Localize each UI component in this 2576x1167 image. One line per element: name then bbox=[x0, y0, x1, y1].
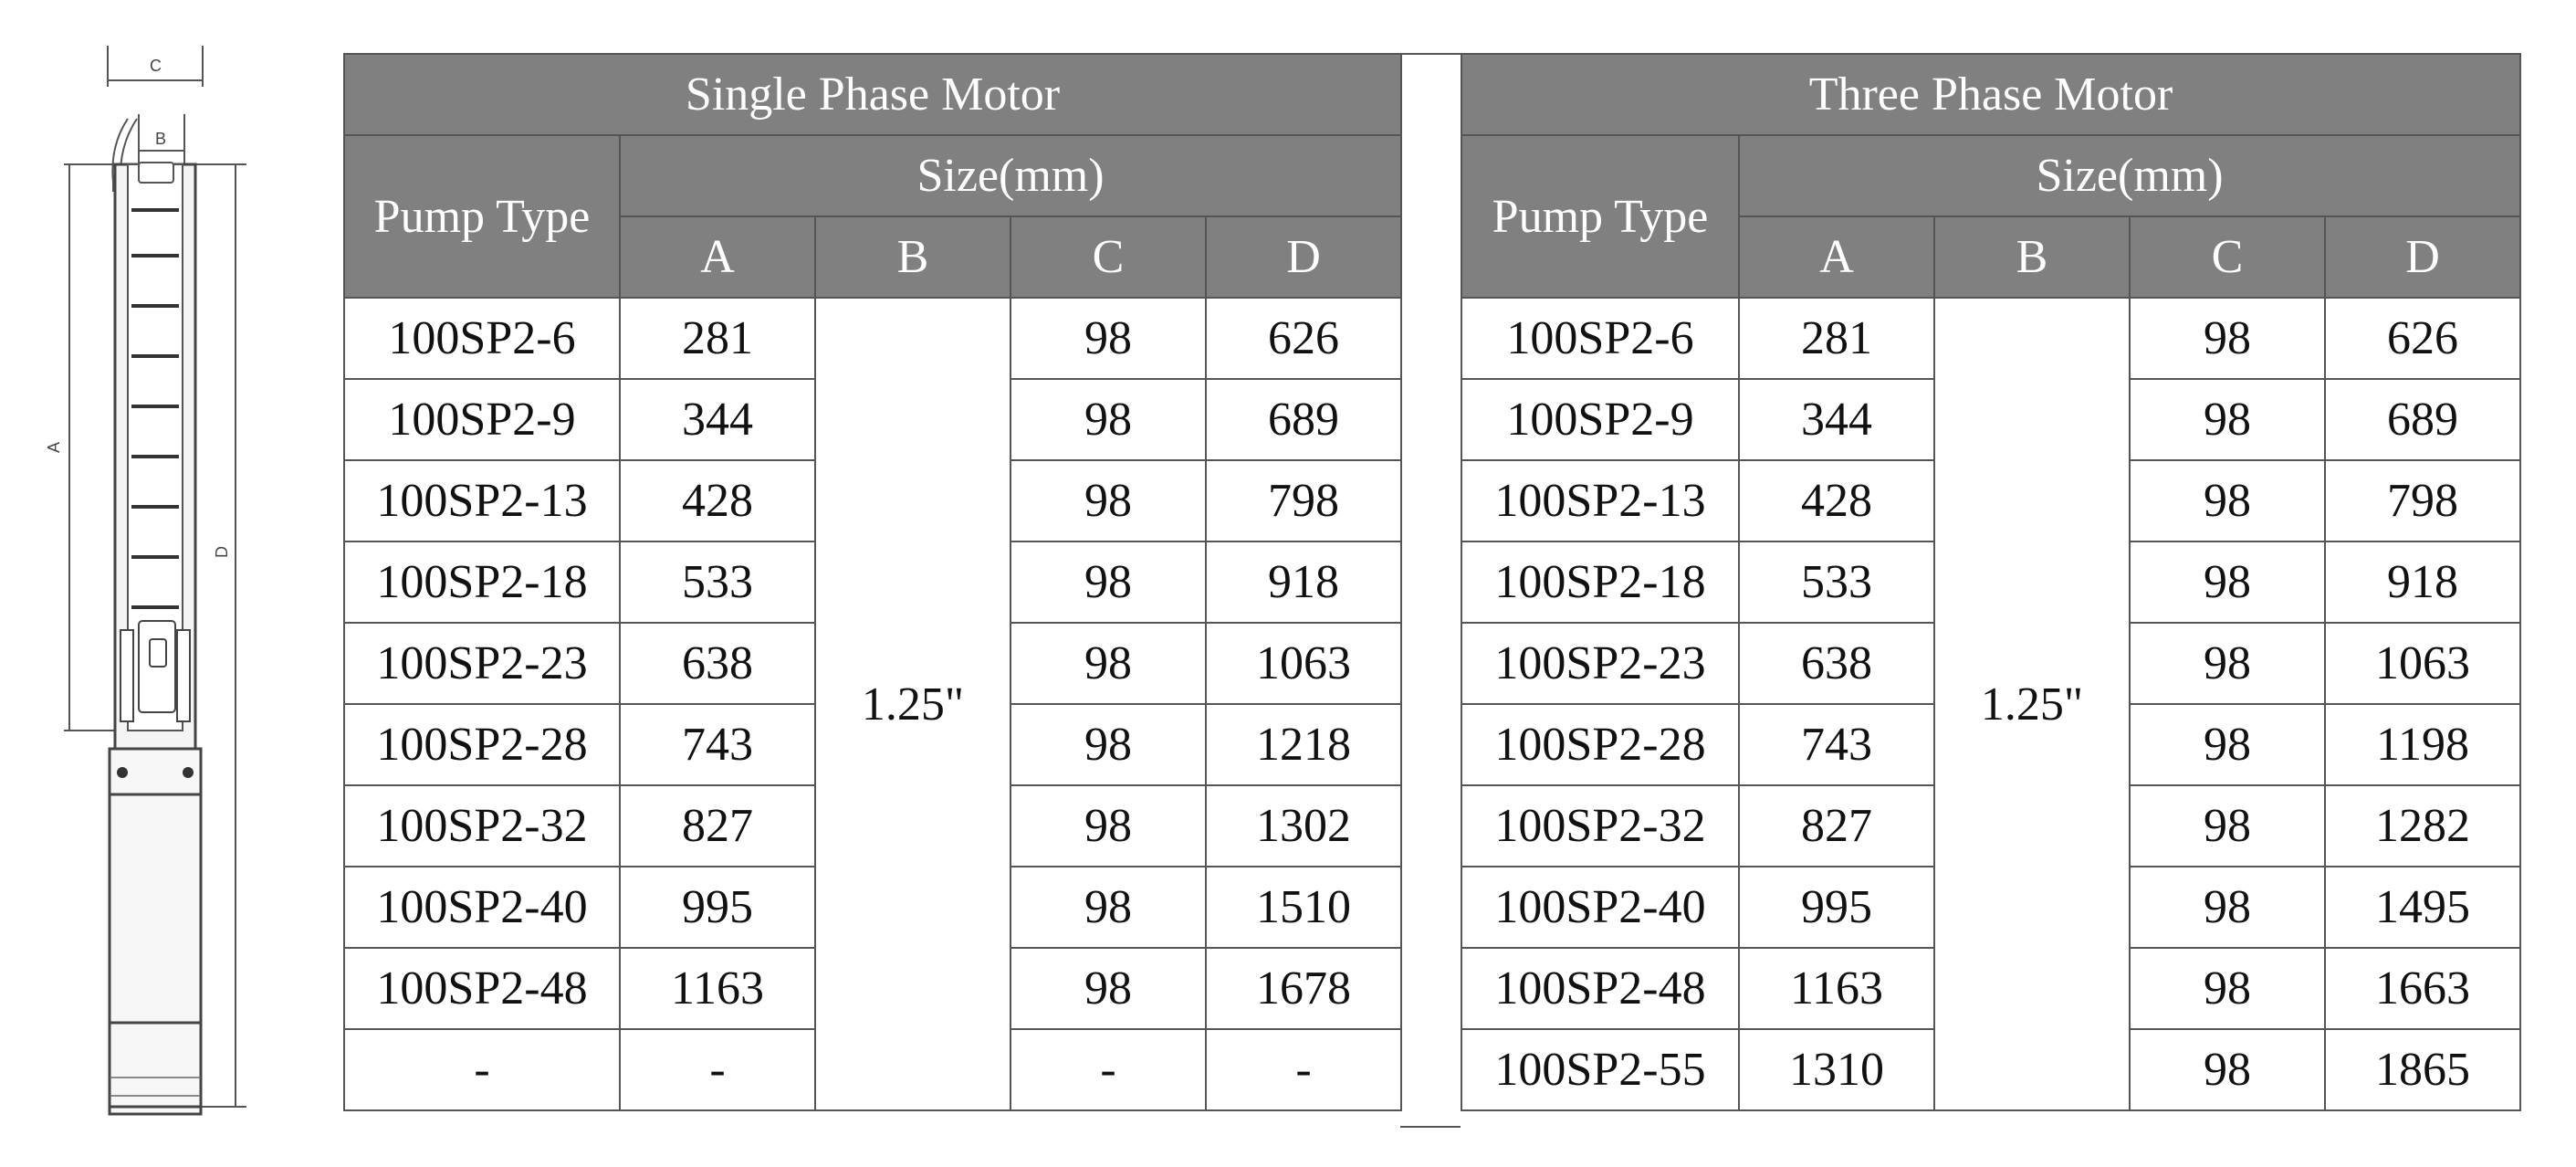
size-a-cell: 638 bbox=[1739, 623, 1934, 704]
table-title-row bbox=[344, 54, 1401, 135]
size-c-cell: 98 bbox=[1011, 460, 1206, 541]
size-c-cell: 98 bbox=[1011, 867, 1206, 948]
size-d-cell: 1510 bbox=[1206, 867, 1401, 948]
size-header: Size(mm) bbox=[1739, 135, 2520, 216]
table-header-row bbox=[344, 135, 1401, 216]
size-a-cell: 1163 bbox=[620, 948, 815, 1029]
pump-type-cell: 100SP2-32 bbox=[344, 785, 620, 867]
column-header-c: C bbox=[2130, 216, 2325, 298]
pump-type-cell: 100SP2-23 bbox=[344, 623, 620, 704]
size-c-cell: 98 bbox=[2130, 1029, 2325, 1110]
size-c-cell: 98 bbox=[2130, 298, 2325, 379]
pump-type-cell: 100SP2-18 bbox=[344, 541, 620, 623]
size-c-cell: - bbox=[1011, 1029, 1206, 1110]
size-b-merged-cell: 1.25" bbox=[815, 298, 1011, 1110]
table-gap-bottom-border bbox=[1400, 1126, 1461, 1128]
pump-type-cell: 100SP2-55 bbox=[1461, 1029, 1739, 1110]
size-d-cell: 1282 bbox=[2325, 785, 2520, 867]
size-d-cell: 626 bbox=[1206, 298, 1401, 379]
size-a-cell: 281 bbox=[1739, 298, 1934, 379]
dimension-label-a: A bbox=[45, 441, 63, 453]
size-a-cell: 428 bbox=[620, 460, 815, 541]
table-title-row bbox=[1461, 54, 2520, 135]
pump-type-cell: 100SP2-48 bbox=[344, 948, 620, 1029]
size-a-cell: 743 bbox=[1739, 704, 1934, 785]
dimension-label-b: B bbox=[155, 130, 167, 148]
size-d-cell: 1865 bbox=[2325, 1029, 2520, 1110]
size-c-cell: 98 bbox=[2130, 379, 2325, 460]
dimension-label-d: D bbox=[213, 546, 231, 558]
pump-type-cell: 100SP2-23 bbox=[1461, 623, 1739, 704]
pump-type-cell: 100SP2-9 bbox=[1461, 379, 1739, 460]
pump-type-cell: 100SP2-28 bbox=[1461, 704, 1739, 785]
pump-type-cell: 100SP2-28 bbox=[344, 704, 620, 785]
size-c-cell: 98 bbox=[1011, 704, 1206, 785]
size-a-cell: - bbox=[620, 1029, 815, 1110]
pump-type-cell: 100SP2-48 bbox=[1461, 948, 1739, 1029]
single-phase-table bbox=[343, 53, 1402, 1111]
size-c-cell: 98 bbox=[2130, 867, 2325, 948]
size-a-cell: 344 bbox=[620, 379, 815, 460]
size-c-cell: 98 bbox=[1011, 948, 1206, 1029]
pump-dimension-drawing bbox=[37, 37, 256, 1132]
pump-type-cell: 100SP2-40 bbox=[344, 867, 620, 948]
three-phase-title: Three Phase Motor bbox=[1461, 54, 2520, 135]
size-a-cell: 533 bbox=[620, 541, 815, 623]
size-d-cell: 1063 bbox=[1206, 623, 1401, 704]
size-d-cell: 918 bbox=[1206, 541, 1401, 623]
pump-type-cell: 100SP2-40 bbox=[1461, 867, 1739, 948]
column-header-d: D bbox=[1206, 216, 1401, 298]
size-a-cell: 743 bbox=[620, 704, 815, 785]
pump-type-cell: 100SP2-9 bbox=[344, 379, 620, 460]
size-d-cell: 918 bbox=[2325, 541, 2520, 623]
size-d-cell: 626 bbox=[2325, 298, 2520, 379]
pump-type-cell: 100SP2-32 bbox=[1461, 785, 1739, 867]
size-d-cell: 689 bbox=[1206, 379, 1401, 460]
size-d-cell: - bbox=[1206, 1029, 1401, 1110]
size-a-cell: 1163 bbox=[1739, 948, 1934, 1029]
pump-type-cell: 100SP2-6 bbox=[1461, 298, 1739, 379]
size-a-cell: 281 bbox=[620, 298, 815, 379]
pump-type-cell: 100SP2-6 bbox=[344, 298, 620, 379]
pump-type-header: Pump Type bbox=[344, 135, 620, 298]
size-c-cell: 98 bbox=[1011, 623, 1206, 704]
size-d-cell: 798 bbox=[1206, 460, 1401, 541]
table-row bbox=[344, 298, 1401, 379]
pump-type-cell: 100SP2-13 bbox=[344, 460, 620, 541]
pump-type-cell: - bbox=[344, 1029, 620, 1110]
size-c-cell: 98 bbox=[1011, 298, 1206, 379]
size-d-cell: 1218 bbox=[1206, 704, 1401, 785]
pump-type-cell: 100SP2-18 bbox=[1461, 541, 1739, 623]
size-d-cell: 1198 bbox=[2325, 704, 2520, 785]
size-a-cell: 995 bbox=[1739, 867, 1934, 948]
size-header: Size(mm) bbox=[620, 135, 1401, 216]
size-a-cell: 344 bbox=[1739, 379, 1934, 460]
column-header-c: C bbox=[1011, 216, 1206, 298]
single-phase-title: Single Phase Motor bbox=[344, 54, 1401, 135]
pump-type-header: Pump Type bbox=[1461, 135, 1739, 298]
size-d-cell: 1495 bbox=[2325, 867, 2520, 948]
column-header-b: B bbox=[1934, 216, 2130, 298]
three-phase-table bbox=[1461, 53, 2521, 1111]
size-d-cell: 798 bbox=[2325, 460, 2520, 541]
size-a-cell: 995 bbox=[620, 867, 815, 948]
table-gap-top-border bbox=[1400, 53, 1461, 55]
size-d-cell: 689 bbox=[2325, 379, 2520, 460]
size-c-cell: 98 bbox=[2130, 460, 2325, 541]
size-a-cell: 827 bbox=[620, 785, 815, 867]
dimension-label-c: C bbox=[150, 57, 162, 75]
size-d-cell: 1302 bbox=[1206, 785, 1401, 867]
table-row bbox=[1461, 298, 2520, 379]
pump-type-cell: 100SP2-13 bbox=[1461, 460, 1739, 541]
size-c-cell: 98 bbox=[2130, 704, 2325, 785]
size-d-cell: 1678 bbox=[1206, 948, 1401, 1029]
size-a-cell: 533 bbox=[1739, 541, 1934, 623]
size-a-cell: 428 bbox=[1739, 460, 1934, 541]
size-c-cell: 98 bbox=[1011, 379, 1206, 460]
column-header-a: A bbox=[620, 216, 815, 298]
size-c-cell: 98 bbox=[1011, 541, 1206, 623]
size-c-cell: 98 bbox=[2130, 785, 2325, 867]
size-c-cell: 98 bbox=[2130, 623, 2325, 704]
size-a-cell: 638 bbox=[620, 623, 815, 704]
size-a-cell: 827 bbox=[1739, 785, 1934, 867]
size-c-cell: 98 bbox=[2130, 948, 2325, 1029]
column-header-d: D bbox=[2325, 216, 2520, 298]
size-b-merged-cell: 1.25" bbox=[1934, 298, 2130, 1110]
size-d-cell: 1663 bbox=[2325, 948, 2520, 1029]
table-header-row bbox=[1461, 135, 2520, 216]
size-c-cell: 98 bbox=[2130, 541, 2325, 623]
column-header-b: B bbox=[815, 216, 1011, 298]
column-header-a: A bbox=[1739, 216, 1934, 298]
size-c-cell: 98 bbox=[1011, 785, 1206, 867]
size-a-cell: 1310 bbox=[1739, 1029, 1934, 1110]
size-d-cell: 1063 bbox=[2325, 623, 2520, 704]
